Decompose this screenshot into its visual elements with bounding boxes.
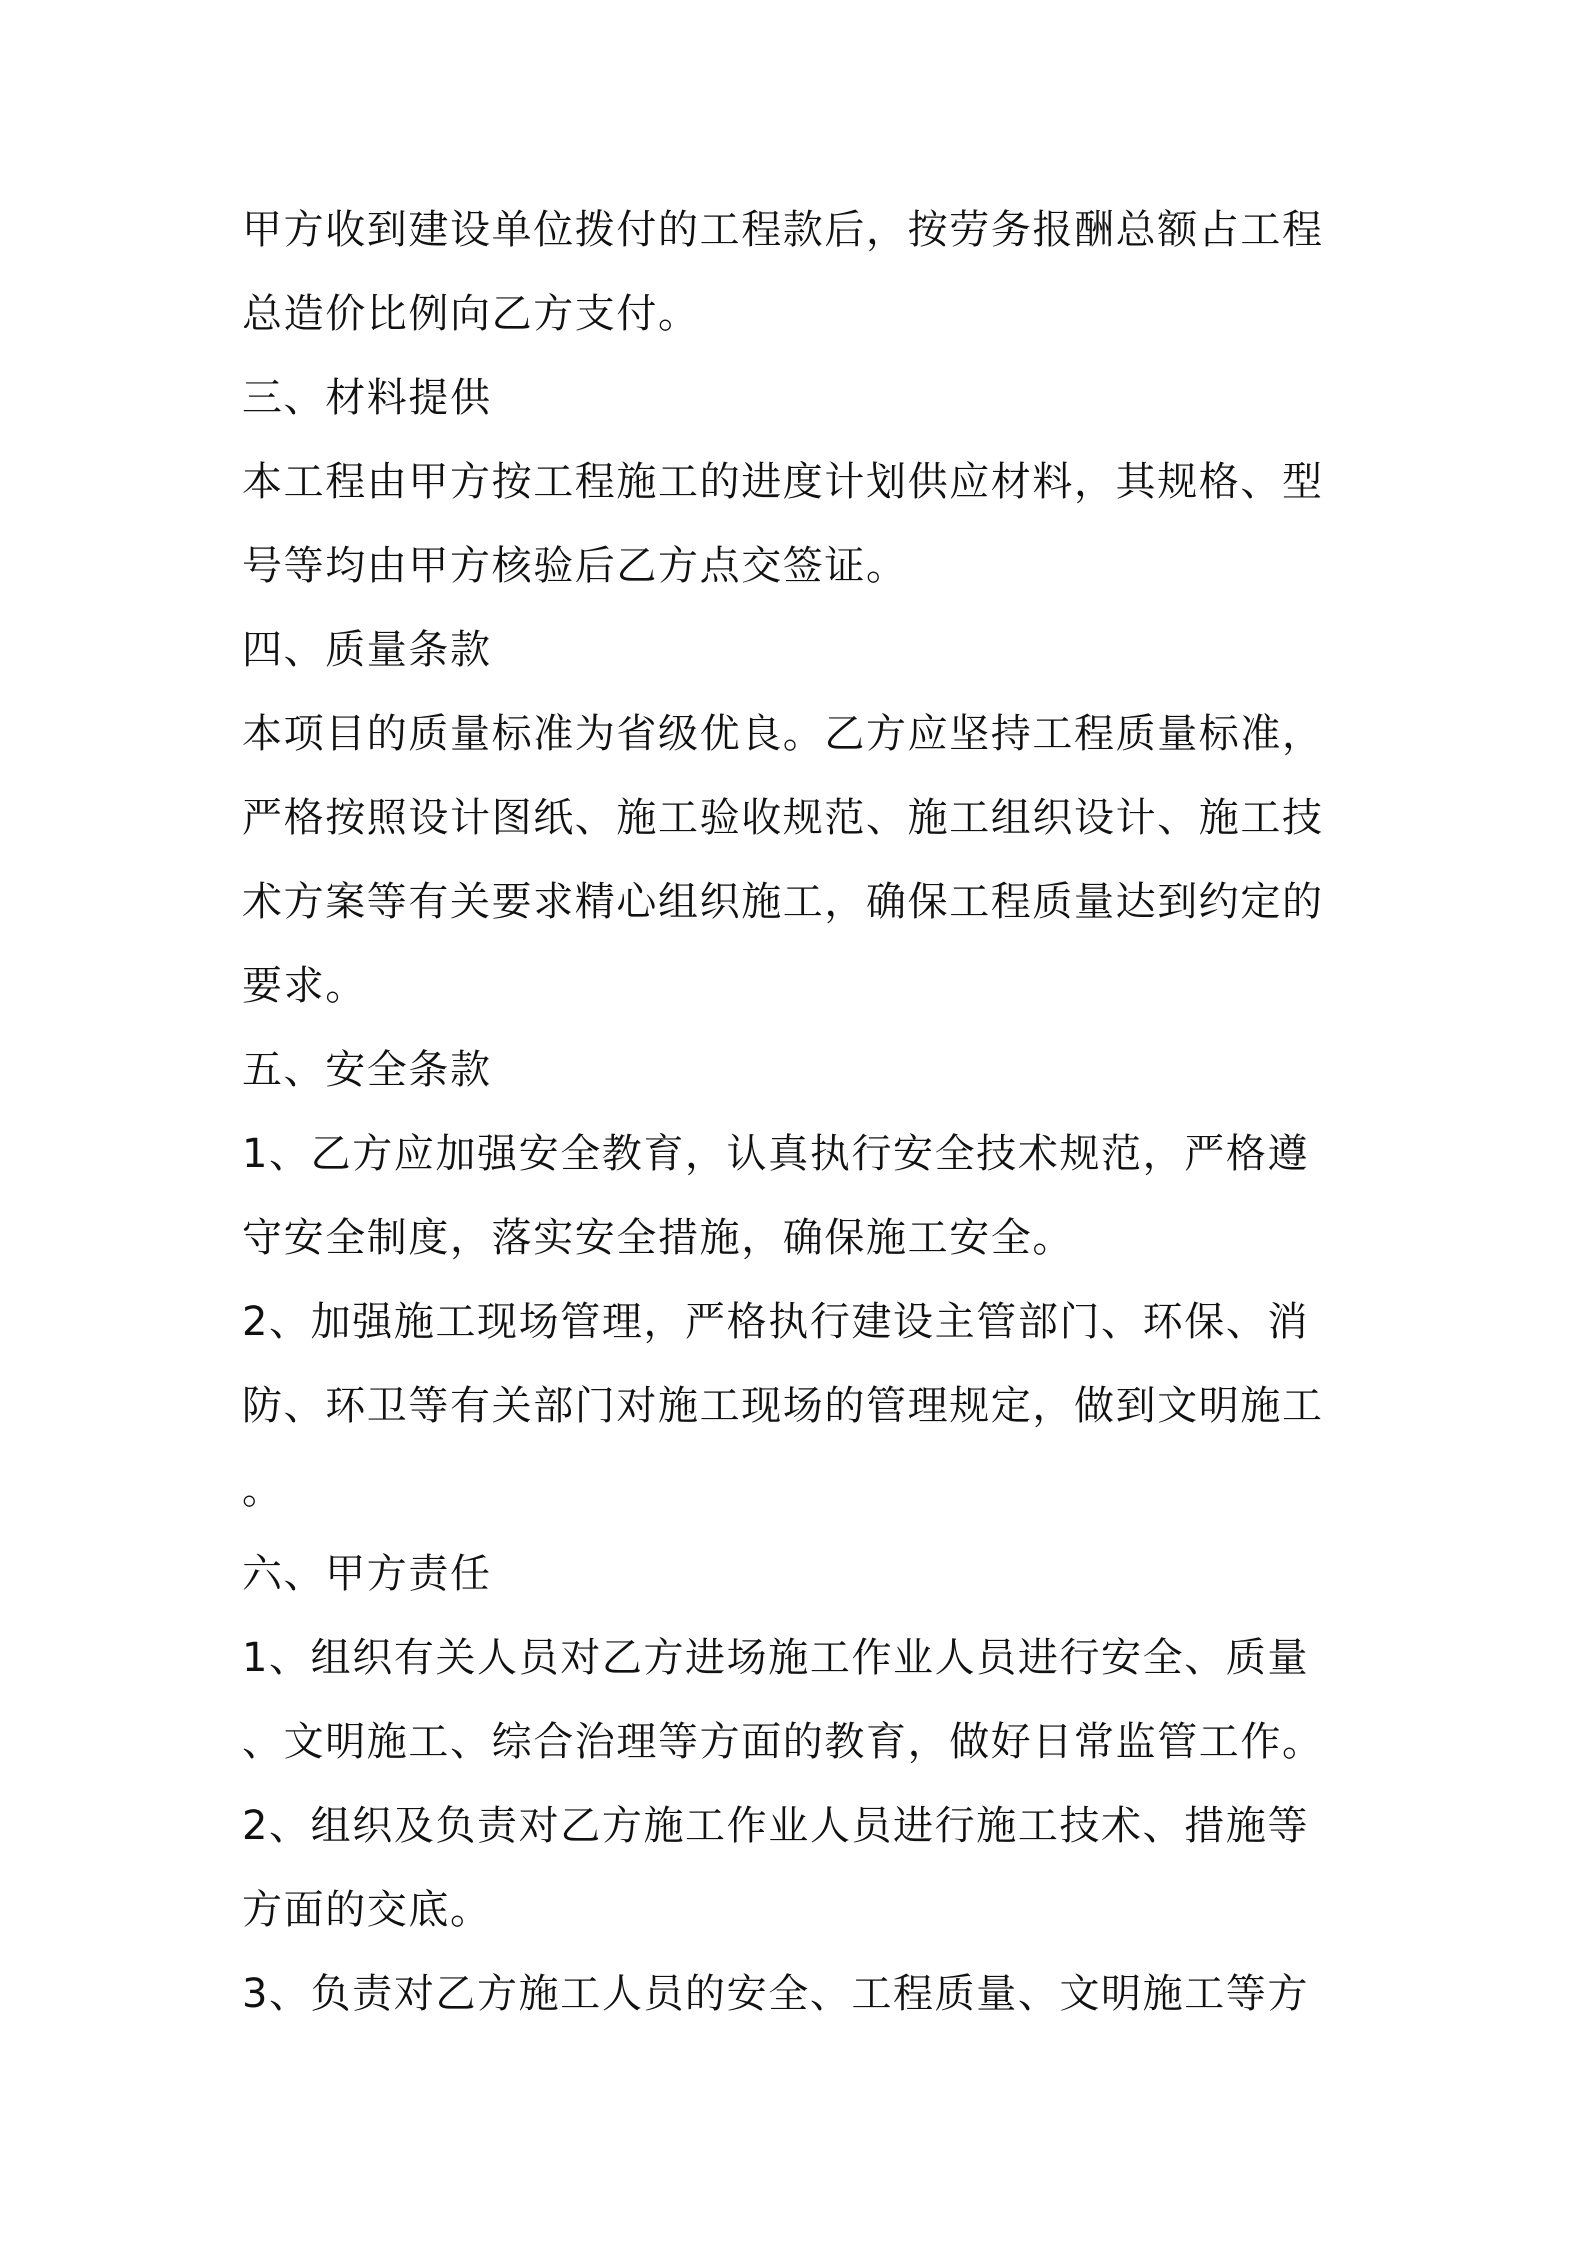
text-line: 2、加强施工现场管理，严格执行建设主管部门、环保、消 bbox=[242, 1299, 1310, 1345]
text-line: 守安全制度，落实安全措施，确保施工安全。 bbox=[242, 1215, 1074, 1261]
text-line: 2、组织及负责对乙方施工作业人员进行施工技术、措施等 bbox=[242, 1803, 1310, 1849]
text-line: 总造价比例向乙方支付。 bbox=[242, 291, 700, 337]
text-line: 。 bbox=[242, 1467, 284, 1513]
text-line: 严格按照设计图纸、施工验收规范、施工组织设计、施工技 bbox=[242, 795, 1324, 841]
section-heading: 四、质量条款 bbox=[242, 627, 492, 673]
text-line: 本工程由甲方按工程施工的进度计划供应材料，其规格、型 bbox=[242, 459, 1324, 505]
text-line: 甲方收到建设单位拨付的工程款后，按劳务报酬总额占工程 bbox=[242, 207, 1324, 253]
text-line: 3、负责对乙方施工人员的安全、工程质量、文明施工等方 bbox=[242, 1971, 1310, 2017]
section-heading: 三、材料提供 bbox=[242, 375, 492, 421]
section-heading: 五、安全条款 bbox=[242, 1047, 492, 1093]
text-line: 1、组织有关人员对乙方进场施工作业人员进行安全、质量 bbox=[242, 1635, 1310, 1681]
text-line: 术方案等有关要求精心组织施工，确保工程质量达到约定的 bbox=[242, 879, 1324, 925]
text-line: 、文明施工、综合治理等方面的教育，做好日常监管工作。 bbox=[242, 1719, 1324, 1765]
section-heading: 六、甲方责任 bbox=[242, 1551, 492, 1597]
text-line: 1、乙方应加强安全教育，认真执行安全技术规范，严格遵 bbox=[242, 1131, 1310, 1177]
text-line: 要求。 bbox=[242, 963, 367, 1009]
text-line: 号等均由甲方核验后乙方点交签证。 bbox=[242, 543, 908, 589]
text-line: 防、环卫等有关部门对施工现场的管理规定，做到文明施工 bbox=[242, 1383, 1324, 1429]
text-line: 本项目的质量标准为省级优良。乙方应坚持工程质量标准， bbox=[242, 711, 1324, 757]
text-line: 方面的交底。 bbox=[242, 1887, 492, 1933]
